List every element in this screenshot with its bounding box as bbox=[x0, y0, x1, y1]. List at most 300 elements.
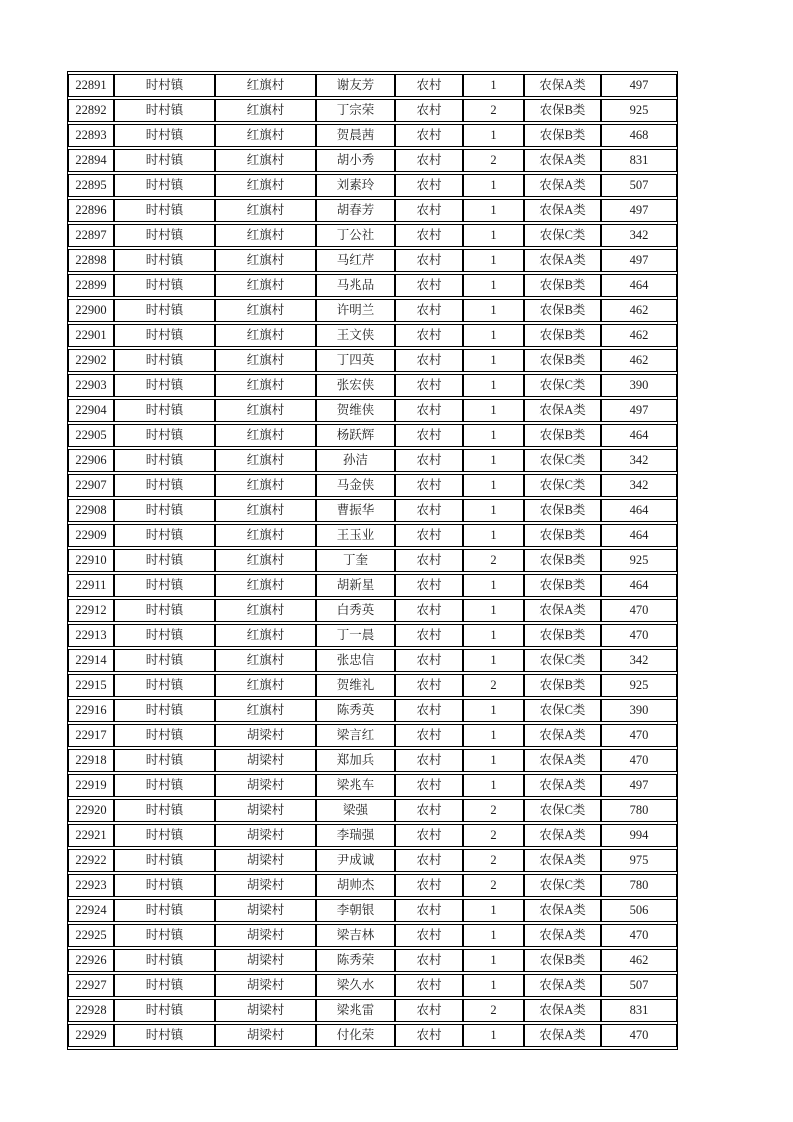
cell-id: 22921 bbox=[68, 824, 114, 847]
cell-town: 时村镇 bbox=[114, 224, 215, 247]
cell-count: 1 bbox=[463, 449, 524, 472]
table-row bbox=[68, 299, 677, 322]
cell-town: 时村镇 bbox=[114, 849, 215, 872]
cell-name: 马兆品 bbox=[316, 274, 395, 297]
cell-insurance_class: 农保C类 bbox=[524, 699, 601, 722]
cell-id: 22903 bbox=[68, 374, 114, 397]
cell-insurance_class: 农保B类 bbox=[524, 574, 601, 597]
cell-town: 时村镇 bbox=[114, 674, 215, 697]
insurance-roster-table bbox=[67, 71, 678, 1050]
cell-count: 1 bbox=[463, 524, 524, 547]
cell-town: 时村镇 bbox=[114, 124, 215, 147]
cell-residence: 农村 bbox=[395, 699, 463, 722]
cell-amount: 462 bbox=[601, 949, 677, 972]
cell-name: 胡帅杰 bbox=[316, 874, 395, 897]
cell-residence: 农村 bbox=[395, 749, 463, 772]
cell-residence: 农村 bbox=[395, 249, 463, 272]
cell-village: 红旗村 bbox=[215, 599, 316, 622]
cell-village: 红旗村 bbox=[215, 274, 316, 297]
table-row bbox=[68, 199, 677, 222]
cell-village: 红旗村 bbox=[215, 449, 316, 472]
cell-town: 时村镇 bbox=[114, 199, 215, 222]
cell-village: 胡梁村 bbox=[215, 1024, 316, 1047]
cell-town: 时村镇 bbox=[114, 449, 215, 472]
cell-name: 梁兆雷 bbox=[316, 999, 395, 1022]
cell-town: 时村镇 bbox=[114, 499, 215, 522]
cell-count: 1 bbox=[463, 249, 524, 272]
cell-count: 1 bbox=[463, 174, 524, 197]
cell-village: 红旗村 bbox=[215, 324, 316, 347]
cell-insurance_class: 农保A类 bbox=[524, 599, 601, 622]
cell-count: 1 bbox=[463, 399, 524, 422]
cell-count: 2 bbox=[463, 999, 524, 1022]
cell-residence: 农村 bbox=[395, 449, 463, 472]
cell-amount: 342 bbox=[601, 649, 677, 672]
cell-insurance_class: 农保B类 bbox=[524, 949, 601, 972]
table-row bbox=[68, 349, 677, 372]
cell-town: 时村镇 bbox=[114, 524, 215, 547]
table-row bbox=[68, 699, 677, 722]
cell-count: 1 bbox=[463, 499, 524, 522]
cell-village: 胡梁村 bbox=[215, 849, 316, 872]
cell-amount: 497 bbox=[601, 399, 677, 422]
cell-town: 时村镇 bbox=[114, 574, 215, 597]
cell-amount: 464 bbox=[601, 524, 677, 547]
cell-insurance_class: 农保A类 bbox=[524, 824, 601, 847]
cell-town: 时村镇 bbox=[114, 274, 215, 297]
table-row bbox=[68, 474, 677, 497]
cell-residence: 农村 bbox=[395, 999, 463, 1022]
cell-insurance_class: 农保A类 bbox=[524, 74, 601, 97]
cell-name: 梁久水 bbox=[316, 974, 395, 997]
cell-village: 红旗村 bbox=[215, 674, 316, 697]
cell-insurance_class: 农保A类 bbox=[524, 199, 601, 222]
cell-residence: 农村 bbox=[395, 399, 463, 422]
cell-name: 贺晨茜 bbox=[316, 124, 395, 147]
table-row bbox=[68, 749, 677, 772]
cell-village: 胡梁村 bbox=[215, 824, 316, 847]
cell-id: 22927 bbox=[68, 974, 114, 997]
cell-id: 22919 bbox=[68, 774, 114, 797]
cell-village: 红旗村 bbox=[215, 699, 316, 722]
cell-village: 红旗村 bbox=[215, 224, 316, 247]
cell-id: 22926 bbox=[68, 949, 114, 972]
table-row bbox=[68, 724, 677, 747]
cell-village: 红旗村 bbox=[215, 174, 316, 197]
cell-insurance_class: 农保C类 bbox=[524, 374, 601, 397]
cell-amount: 462 bbox=[601, 299, 677, 322]
cell-residence: 农村 bbox=[395, 1024, 463, 1047]
cell-residence: 农村 bbox=[395, 874, 463, 897]
cell-name: 尹成诚 bbox=[316, 849, 395, 872]
cell-town: 时村镇 bbox=[114, 399, 215, 422]
cell-count: 2 bbox=[463, 874, 524, 897]
cell-count: 1 bbox=[463, 74, 524, 97]
table-row bbox=[68, 74, 677, 97]
cell-name: 贺维礼 bbox=[316, 674, 395, 697]
cell-count: 2 bbox=[463, 549, 524, 572]
cell-name: 贺维侠 bbox=[316, 399, 395, 422]
cell-residence: 农村 bbox=[395, 724, 463, 747]
cell-name: 付化荣 bbox=[316, 1024, 395, 1047]
cell-town: 时村镇 bbox=[114, 299, 215, 322]
cell-id: 22908 bbox=[68, 499, 114, 522]
cell-town: 时村镇 bbox=[114, 949, 215, 972]
cell-town: 时村镇 bbox=[114, 599, 215, 622]
table-row bbox=[68, 774, 677, 797]
cell-amount: 497 bbox=[601, 249, 677, 272]
cell-insurance_class: 农保A类 bbox=[524, 174, 601, 197]
cell-village: 红旗村 bbox=[215, 74, 316, 97]
cell-name: 马金侠 bbox=[316, 474, 395, 497]
cell-village: 红旗村 bbox=[215, 649, 316, 672]
cell-amount: 994 bbox=[601, 824, 677, 847]
cell-insurance_class: 农保A类 bbox=[524, 1024, 601, 1047]
cell-residence: 农村 bbox=[395, 299, 463, 322]
cell-count: 1 bbox=[463, 649, 524, 672]
cell-village: 红旗村 bbox=[215, 624, 316, 647]
table-row bbox=[68, 224, 677, 247]
cell-count: 1 bbox=[463, 1024, 524, 1047]
cell-count: 1 bbox=[463, 624, 524, 647]
cell-amount: 497 bbox=[601, 199, 677, 222]
cell-village: 胡梁村 bbox=[215, 724, 316, 747]
cell-name: 张宏侠 bbox=[316, 374, 395, 397]
cell-town: 时村镇 bbox=[114, 899, 215, 922]
table-row bbox=[68, 99, 677, 122]
cell-name: 王文侠 bbox=[316, 324, 395, 347]
cell-residence: 农村 bbox=[395, 674, 463, 697]
cell-name: 郑加兵 bbox=[316, 749, 395, 772]
cell-amount: 780 bbox=[601, 874, 677, 897]
cell-name: 丁宗荣 bbox=[316, 99, 395, 122]
table-row bbox=[68, 824, 677, 847]
table-row bbox=[68, 249, 677, 272]
cell-name: 王玉业 bbox=[316, 524, 395, 547]
cell-id: 22917 bbox=[68, 724, 114, 747]
cell-name: 刘素玲 bbox=[316, 174, 395, 197]
roster-body bbox=[68, 74, 677, 1047]
table-row bbox=[68, 549, 677, 572]
cell-id: 22892 bbox=[68, 99, 114, 122]
cell-name: 梁兆车 bbox=[316, 774, 395, 797]
cell-insurance_class: 农保B类 bbox=[524, 624, 601, 647]
cell-id: 22913 bbox=[68, 624, 114, 647]
cell-amount: 831 bbox=[601, 999, 677, 1022]
cell-town: 时村镇 bbox=[114, 724, 215, 747]
cell-insurance_class: 农保C类 bbox=[524, 449, 601, 472]
cell-residence: 农村 bbox=[395, 624, 463, 647]
cell-name: 陈秀英 bbox=[316, 699, 395, 722]
cell-residence: 农村 bbox=[395, 899, 463, 922]
cell-residence: 农村 bbox=[395, 74, 463, 97]
cell-village: 红旗村 bbox=[215, 349, 316, 372]
cell-name: 梁言红 bbox=[316, 724, 395, 747]
cell-count: 2 bbox=[463, 824, 524, 847]
cell-residence: 农村 bbox=[395, 849, 463, 872]
cell-name: 李瑞强 bbox=[316, 824, 395, 847]
cell-id: 22893 bbox=[68, 124, 114, 147]
cell-town: 时村镇 bbox=[114, 774, 215, 797]
cell-id: 22902 bbox=[68, 349, 114, 372]
table-row bbox=[68, 849, 677, 872]
cell-town: 时村镇 bbox=[114, 349, 215, 372]
cell-insurance_class: 农保A类 bbox=[524, 899, 601, 922]
cell-town: 时村镇 bbox=[114, 174, 215, 197]
cell-name: 丁奎 bbox=[316, 549, 395, 572]
cell-town: 时村镇 bbox=[114, 624, 215, 647]
cell-count: 2 bbox=[463, 149, 524, 172]
cell-village: 红旗村 bbox=[215, 499, 316, 522]
cell-residence: 农村 bbox=[395, 474, 463, 497]
cell-id: 22897 bbox=[68, 224, 114, 247]
cell-id: 22896 bbox=[68, 199, 114, 222]
table-row bbox=[68, 899, 677, 922]
cell-village: 胡梁村 bbox=[215, 949, 316, 972]
cell-amount: 342 bbox=[601, 474, 677, 497]
cell-name: 张忠信 bbox=[316, 649, 395, 672]
table-row bbox=[68, 599, 677, 622]
cell-insurance_class: 农保C类 bbox=[524, 649, 601, 672]
cell-name: 马红芹 bbox=[316, 249, 395, 272]
cell-amount: 464 bbox=[601, 274, 677, 297]
cell-id: 22905 bbox=[68, 424, 114, 447]
cell-insurance_class: 农保B类 bbox=[524, 424, 601, 447]
cell-village: 胡梁村 bbox=[215, 799, 316, 822]
cell-name: 白秀英 bbox=[316, 599, 395, 622]
cell-amount: 390 bbox=[601, 374, 677, 397]
cell-town: 时村镇 bbox=[114, 149, 215, 172]
cell-id: 22920 bbox=[68, 799, 114, 822]
cell-amount: 462 bbox=[601, 349, 677, 372]
table-row bbox=[68, 1024, 677, 1047]
cell-insurance_class: 农保B类 bbox=[524, 674, 601, 697]
cell-amount: 497 bbox=[601, 774, 677, 797]
cell-count: 2 bbox=[463, 674, 524, 697]
table-row bbox=[68, 624, 677, 647]
table-row bbox=[68, 324, 677, 347]
cell-count: 1 bbox=[463, 599, 524, 622]
cell-village: 红旗村 bbox=[215, 399, 316, 422]
cell-id: 22914 bbox=[68, 649, 114, 672]
cell-amount: 462 bbox=[601, 324, 677, 347]
cell-village: 红旗村 bbox=[215, 549, 316, 572]
cell-id: 22910 bbox=[68, 549, 114, 572]
cell-residence: 农村 bbox=[395, 124, 463, 147]
cell-town: 时村镇 bbox=[114, 99, 215, 122]
cell-village: 红旗村 bbox=[215, 199, 316, 222]
cell-residence: 农村 bbox=[395, 424, 463, 447]
table-row bbox=[68, 499, 677, 522]
cell-name: 曹振华 bbox=[316, 499, 395, 522]
cell-count: 1 bbox=[463, 199, 524, 222]
cell-id: 22929 bbox=[68, 1024, 114, 1047]
cell-amount: 925 bbox=[601, 99, 677, 122]
cell-residence: 农村 bbox=[395, 799, 463, 822]
cell-insurance_class: 农保A类 bbox=[524, 924, 601, 947]
cell-village: 红旗村 bbox=[215, 574, 316, 597]
cell-village: 胡梁村 bbox=[215, 974, 316, 997]
cell-count: 1 bbox=[463, 899, 524, 922]
cell-count: 1 bbox=[463, 724, 524, 747]
cell-residence: 农村 bbox=[395, 924, 463, 947]
cell-insurance_class: 农保A类 bbox=[524, 724, 601, 747]
cell-count: 1 bbox=[463, 299, 524, 322]
cell-id: 22906 bbox=[68, 449, 114, 472]
cell-insurance_class: 农保A类 bbox=[524, 999, 601, 1022]
cell-town: 时村镇 bbox=[114, 974, 215, 997]
cell-count: 1 bbox=[463, 324, 524, 347]
cell-id: 22904 bbox=[68, 399, 114, 422]
cell-village: 红旗村 bbox=[215, 524, 316, 547]
cell-village: 红旗村 bbox=[215, 124, 316, 147]
cell-village: 红旗村 bbox=[215, 424, 316, 447]
cell-id: 22907 bbox=[68, 474, 114, 497]
cell-id: 22895 bbox=[68, 174, 114, 197]
cell-amount: 470 bbox=[601, 749, 677, 772]
cell-town: 时村镇 bbox=[114, 549, 215, 572]
cell-amount: 470 bbox=[601, 624, 677, 647]
cell-count: 1 bbox=[463, 424, 524, 447]
cell-name: 胡小秀 bbox=[316, 149, 395, 172]
cell-village: 红旗村 bbox=[215, 474, 316, 497]
cell-town: 时村镇 bbox=[114, 699, 215, 722]
cell-count: 1 bbox=[463, 924, 524, 947]
cell-id: 22916 bbox=[68, 699, 114, 722]
cell-amount: 975 bbox=[601, 849, 677, 872]
table-row bbox=[68, 524, 677, 547]
cell-amount: 390 bbox=[601, 699, 677, 722]
cell-name: 谢友芳 bbox=[316, 74, 395, 97]
cell-count: 1 bbox=[463, 574, 524, 597]
cell-count: 1 bbox=[463, 749, 524, 772]
cell-residence: 农村 bbox=[395, 149, 463, 172]
table-row bbox=[68, 449, 677, 472]
cell-count: 1 bbox=[463, 949, 524, 972]
cell-insurance_class: 农保A类 bbox=[524, 149, 601, 172]
cell-name: 许明兰 bbox=[316, 299, 395, 322]
cell-name: 梁强 bbox=[316, 799, 395, 822]
cell-residence: 农村 bbox=[395, 524, 463, 547]
cell-amount: 507 bbox=[601, 174, 677, 197]
cell-insurance_class: 农保A类 bbox=[524, 749, 601, 772]
cell-residence: 农村 bbox=[395, 649, 463, 672]
cell-insurance_class: 农保B类 bbox=[524, 299, 601, 322]
cell-village: 胡梁村 bbox=[215, 874, 316, 897]
cell-id: 22891 bbox=[68, 74, 114, 97]
cell-id: 22928 bbox=[68, 999, 114, 1022]
cell-town: 时村镇 bbox=[114, 74, 215, 97]
cell-residence: 农村 bbox=[395, 599, 463, 622]
cell-count: 1 bbox=[463, 374, 524, 397]
cell-name: 孙洁 bbox=[316, 449, 395, 472]
cell-insurance_class: 农保A类 bbox=[524, 249, 601, 272]
cell-residence: 农村 bbox=[395, 499, 463, 522]
table-row bbox=[68, 274, 677, 297]
cell-insurance_class: 农保A类 bbox=[524, 849, 601, 872]
table-row bbox=[68, 174, 677, 197]
table-row bbox=[68, 674, 677, 697]
cell-name: 丁四英 bbox=[316, 349, 395, 372]
cell-count: 2 bbox=[463, 799, 524, 822]
cell-id: 22924 bbox=[68, 899, 114, 922]
cell-town: 时村镇 bbox=[114, 749, 215, 772]
cell-residence: 农村 bbox=[395, 974, 463, 997]
cell-name: 陈秀荣 bbox=[316, 949, 395, 972]
cell-residence: 农村 bbox=[395, 574, 463, 597]
cell-residence: 农村 bbox=[395, 174, 463, 197]
cell-name: 胡春芳 bbox=[316, 199, 395, 222]
cell-insurance_class: 农保B类 bbox=[524, 274, 601, 297]
cell-id: 22898 bbox=[68, 249, 114, 272]
table-row bbox=[68, 399, 677, 422]
cell-count: 1 bbox=[463, 774, 524, 797]
cell-village: 红旗村 bbox=[215, 149, 316, 172]
cell-residence: 农村 bbox=[395, 949, 463, 972]
cell-id: 22894 bbox=[68, 149, 114, 172]
cell-id: 22915 bbox=[68, 674, 114, 697]
cell-amount: 925 bbox=[601, 674, 677, 697]
cell-insurance_class: 农保C类 bbox=[524, 224, 601, 247]
cell-residence: 农村 bbox=[395, 324, 463, 347]
table-row bbox=[68, 374, 677, 397]
cell-amount: 497 bbox=[601, 74, 677, 97]
cell-insurance_class: 农保B类 bbox=[524, 124, 601, 147]
cell-town: 时村镇 bbox=[114, 999, 215, 1022]
cell-village: 红旗村 bbox=[215, 374, 316, 397]
cell-id: 22909 bbox=[68, 524, 114, 547]
cell-village: 胡梁村 bbox=[215, 924, 316, 947]
cell-residence: 农村 bbox=[395, 274, 463, 297]
cell-count: 1 bbox=[463, 274, 524, 297]
cell-amount: 342 bbox=[601, 449, 677, 472]
cell-amount: 470 bbox=[601, 724, 677, 747]
cell-amount: 507 bbox=[601, 974, 677, 997]
cell-count: 1 bbox=[463, 224, 524, 247]
cell-insurance_class: 农保A类 bbox=[524, 774, 601, 797]
cell-insurance_class: 农保C类 bbox=[524, 474, 601, 497]
cell-town: 时村镇 bbox=[114, 924, 215, 947]
cell-name: 丁公社 bbox=[316, 224, 395, 247]
cell-village: 红旗村 bbox=[215, 99, 316, 122]
cell-residence: 农村 bbox=[395, 549, 463, 572]
cell-town: 时村镇 bbox=[114, 424, 215, 447]
cell-id: 22899 bbox=[68, 274, 114, 297]
cell-amount: 506 bbox=[601, 899, 677, 922]
cell-village: 胡梁村 bbox=[215, 999, 316, 1022]
cell-count: 2 bbox=[463, 99, 524, 122]
table-row bbox=[68, 799, 677, 822]
cell-id: 22901 bbox=[68, 324, 114, 347]
table-row bbox=[68, 649, 677, 672]
cell-name: 李朝银 bbox=[316, 899, 395, 922]
cell-town: 时村镇 bbox=[114, 649, 215, 672]
cell-town: 时村镇 bbox=[114, 1024, 215, 1047]
table-row bbox=[68, 424, 677, 447]
cell-town: 时村镇 bbox=[114, 249, 215, 272]
cell-amount: 464 bbox=[601, 424, 677, 447]
cell-amount: 464 bbox=[601, 574, 677, 597]
cell-town: 时村镇 bbox=[114, 799, 215, 822]
cell-count: 1 bbox=[463, 474, 524, 497]
cell-insurance_class: 农保B类 bbox=[524, 324, 601, 347]
cell-village: 红旗村 bbox=[215, 299, 316, 322]
cell-count: 1 bbox=[463, 349, 524, 372]
cell-town: 时村镇 bbox=[114, 324, 215, 347]
cell-residence: 农村 bbox=[395, 199, 463, 222]
cell-name: 丁一晨 bbox=[316, 624, 395, 647]
cell-insurance_class: 农保B类 bbox=[524, 349, 601, 372]
